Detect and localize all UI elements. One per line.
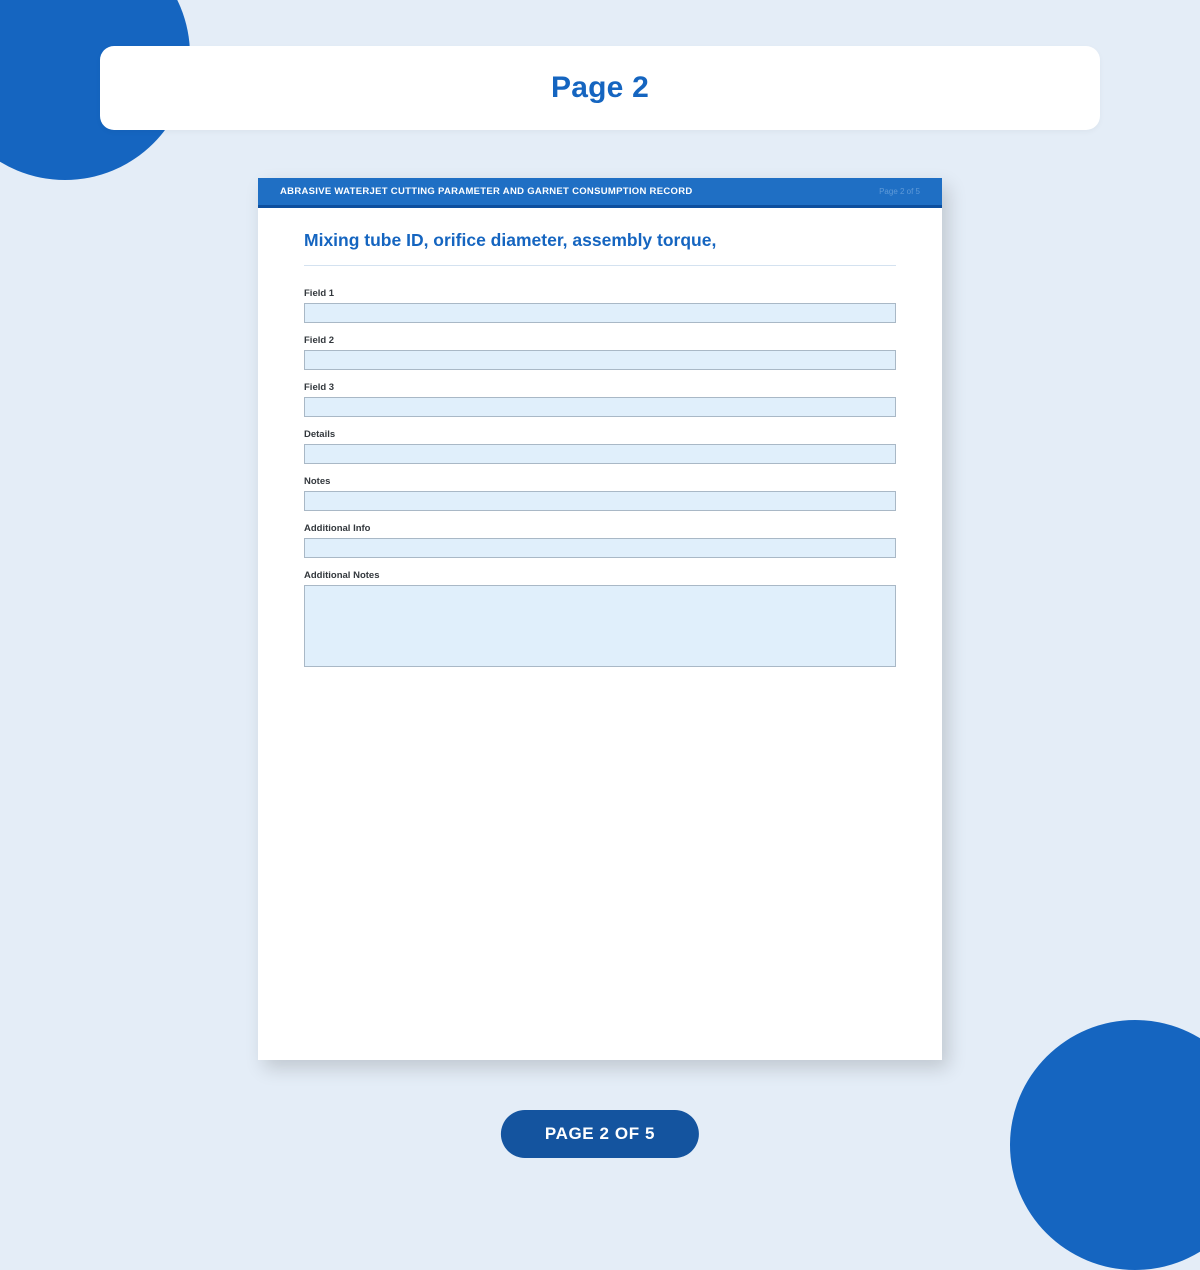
field-label: Field 1 [304, 288, 335, 299]
form-field-field-2 [304, 335, 896, 370]
field-label: Additional Info [304, 523, 371, 534]
field-2-input[interactable] [304, 350, 896, 370]
field-label: Details [304, 429, 336, 440]
form-field-field-1 [304, 288, 896, 323]
details-input[interactable] [304, 444, 896, 464]
field-label: Notes [304, 476, 331, 487]
document-header-bar [258, 178, 942, 208]
header-banner [100, 46, 1100, 130]
additional-notes-textarea[interactable] [304, 585, 896, 667]
notes-input[interactable] [304, 491, 896, 511]
document-header-title: ABRASIVE WATERJET CUTTING PARAMETER AND GARNET CONSUMPTION RECORD [280, 186, 693, 197]
form-field-field-3 [304, 382, 896, 417]
footer-page-indicator: PAGE 2 OF 5 [501, 1110, 699, 1158]
form-field-notes [304, 476, 896, 511]
form-field-details [304, 429, 896, 464]
form-field-additional-info [304, 523, 896, 558]
section-title: Mixing tube ID, orifice diameter, assembly torque, [304, 230, 896, 266]
page-title: Page 2 [551, 71, 649, 104]
field-1-input[interactable] [304, 303, 896, 323]
form-field-additional-notes [304, 570, 896, 667]
field-label: Field 2 [304, 335, 335, 346]
decorative-circle-bottom-right [1010, 1020, 1200, 1270]
field-3-input[interactable] [304, 397, 896, 417]
document-body [258, 208, 942, 667]
field-label: Field 3 [304, 382, 335, 393]
field-label: Additional Notes [304, 570, 380, 581]
additional-info-input[interactable] [304, 538, 896, 558]
document-page [258, 178, 942, 1060]
document-header-page-marker: Page 2 of 5 [879, 187, 920, 196]
